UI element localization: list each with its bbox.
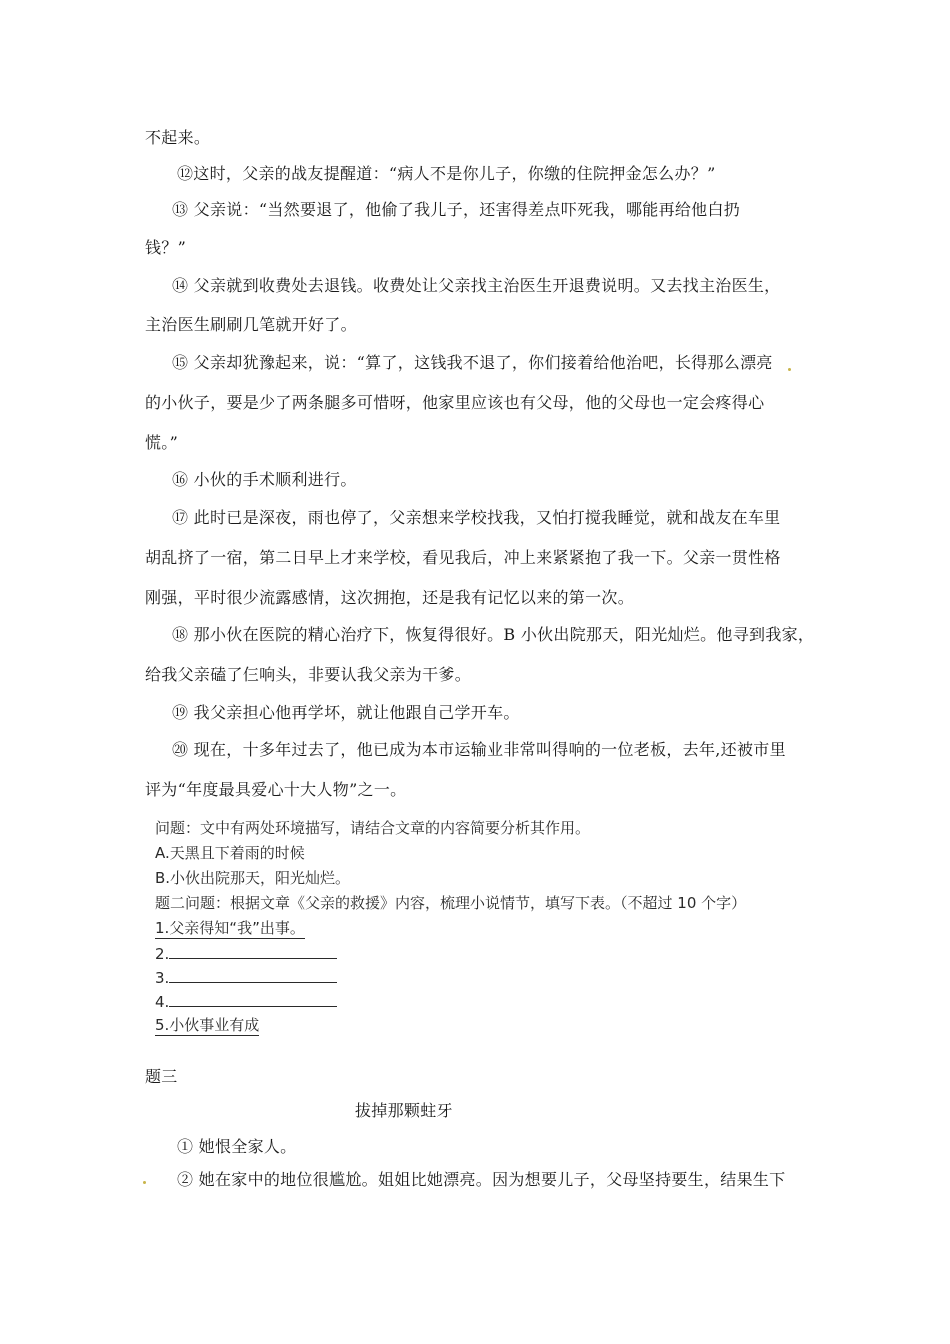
question-1: 问题：文中有两处环境描写，请结合文章的内容简要分析其作用。 bbox=[155, 819, 591, 837]
paragraph-17-line-3: 刚强，平时很少流露感情，这次拥抱，还是我有记忆以来的第一次。 bbox=[145, 588, 635, 607]
plot-step-4-number: 4. bbox=[155, 993, 170, 1011]
paragraph-14-line-2: 主治医生刷刷几笔就开好了。 bbox=[145, 315, 357, 334]
paragraph-14-line-1: ⑭ 父亲就到收费处去退钱。收费处让父亲找主治医生开退费说明。又去找主治医生， bbox=[172, 276, 781, 295]
paragraph-15-line-1: ⑮ 父亲却犹豫起来，说：“算了，这钱我不退了，你们接着给他治吧，长得那么漂亮 bbox=[172, 353, 773, 372]
plot-step-1 bbox=[155, 918, 305, 938]
plot-step-3 bbox=[155, 966, 337, 988]
plot-step-5-text: 5.小伙事业有成 bbox=[155, 1016, 260, 1034]
paragraph-11-end: 不起来。 bbox=[145, 128, 211, 147]
plot-step-4-blank[interactable] bbox=[169, 990, 337, 1007]
scan-speck bbox=[788, 368, 791, 371]
question-1-option-a: A.天黑且下着雨的时候 bbox=[155, 844, 305, 862]
plot-step-5 bbox=[155, 1015, 259, 1035]
paragraph-19: ⑲ 我父亲担心他再学坏，就让他跟自己学开车。 bbox=[172, 703, 520, 722]
question-2: 题二问题：根据文章《父亲的救援》内容，梳理小说情节，填写下表。（不超过 10 个字） bbox=[155, 894, 747, 912]
paragraph-17-line-1: ⑰ 此时已是深夜，雨也停了，父亲想来学校找我，又怕打搅我睡觉，就和战友在车里 bbox=[172, 508, 781, 527]
paragraph-16: ⑯ 小伙的手术顺利进行。 bbox=[172, 470, 357, 489]
paragraph-20-line-1: ⑳ 现在，十多年过去了，他已成为本市运输业非常叫得响的一位老板，去年,还被市里 bbox=[172, 740, 786, 759]
section-3-title: 拔掉那颗蛀牙 bbox=[355, 1101, 453, 1120]
plot-step-4 bbox=[155, 990, 337, 1012]
paragraph-20-line-2: 评为“年度最具爱心十大人物”之一。 bbox=[145, 780, 407, 799]
paragraph-15-line-2: 的小伙子，要是少了两条腿多可惜呀，他家里应该也有父母，他的父母也一定会疼得心 bbox=[145, 393, 765, 412]
plot-step-1-text: 1.父亲得知“我”出事。 bbox=[155, 919, 305, 937]
section-3-paragraph-2: ② 她在家中的地位很尴尬。姐姐比她漂亮。因为想要儿子，父母坚持要生，结果生下 bbox=[177, 1170, 786, 1189]
plot-step-2 bbox=[155, 942, 337, 964]
paragraph-18-line-1: ⑱ 那小伙在医院的精心治疗下，恢复得很好。B 小伙出院那天，阳光灿烂。他寻到我家， bbox=[172, 625, 815, 644]
scan-speck bbox=[143, 1181, 146, 1184]
plot-step-3-blank[interactable] bbox=[169, 966, 337, 983]
paragraph-13-line-1: ⑬ 父亲说：“当然要退了，他偷了我儿子，还害得差点吓死我，哪能再给他白扔 bbox=[172, 200, 741, 219]
paragraph-17-line-2: 胡乱挤了一宿，第二日早上才来学校，看见我后，冲上来紧紧抱了我一下。父亲一贯性格 bbox=[145, 548, 781, 567]
paragraph-15-line-3: 慌。” bbox=[145, 433, 179, 452]
paragraph-13-line-2: 钱？” bbox=[145, 238, 187, 257]
section-3-paragraph-1: ① 她恨全家人。 bbox=[177, 1137, 297, 1156]
plot-step-2-blank[interactable] bbox=[169, 942, 337, 959]
section-3-heading: 题三 bbox=[145, 1067, 178, 1086]
plot-step-2-number: 2. bbox=[155, 945, 170, 963]
paragraph-18-line-2: 给我父亲磕了仨响头，非要认我父亲为干爹。 bbox=[145, 665, 472, 684]
paragraph-12: ⑫这时，父亲的战友提醒道：“病人不是你儿子，你缴的住院押金怎么办？” bbox=[177, 164, 716, 183]
question-1-option-b: B.小伙出院那天，阳光灿烂。 bbox=[155, 869, 351, 887]
plot-step-3-number: 3. bbox=[155, 969, 170, 987]
